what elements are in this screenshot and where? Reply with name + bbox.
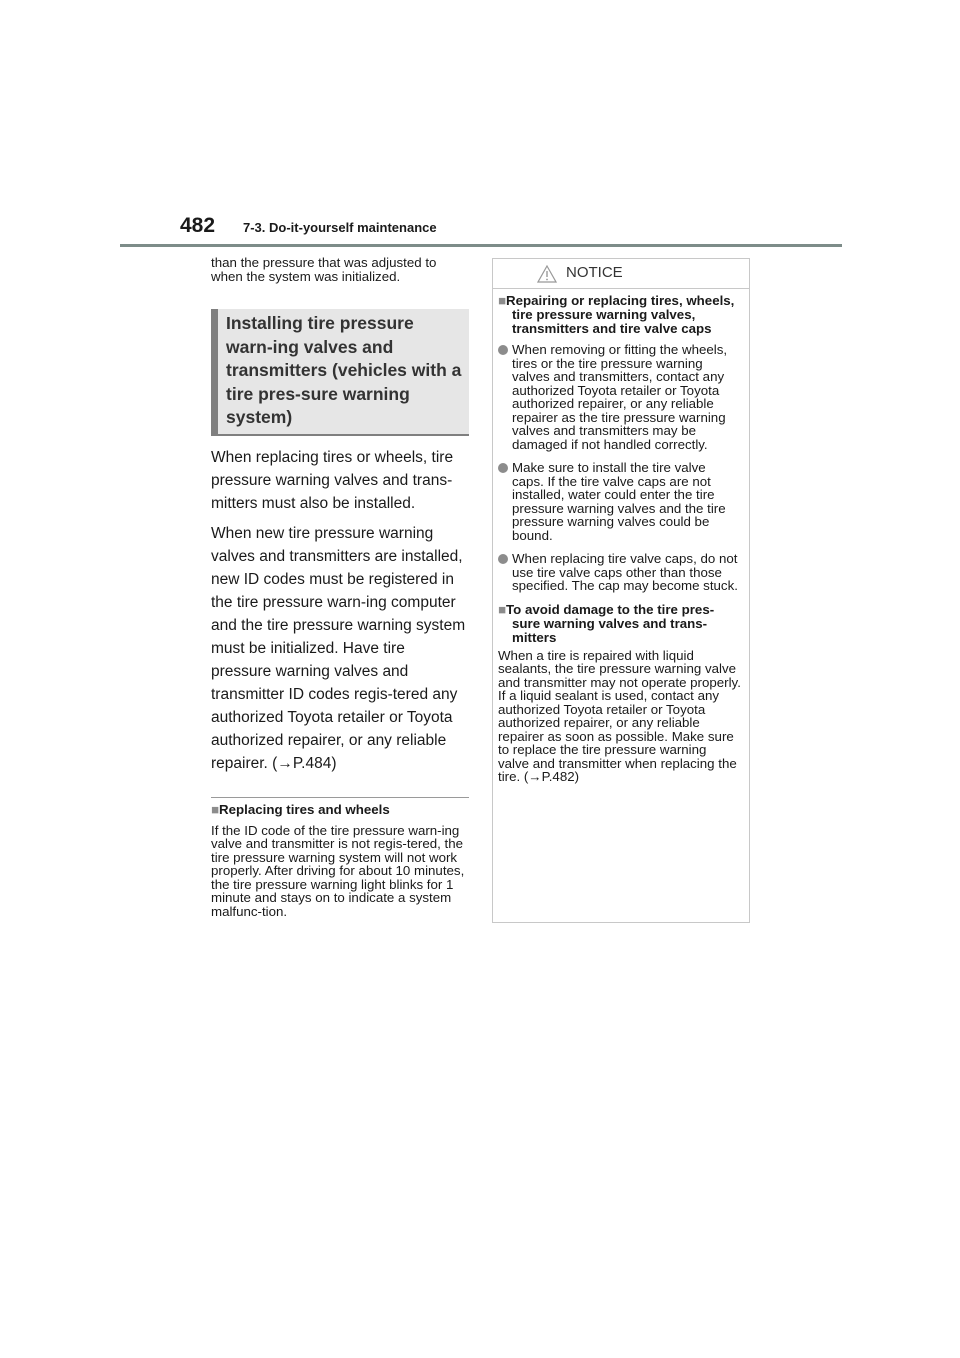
- notice-item-3: [498, 552, 741, 593]
- left-column: [211, 256, 469, 918]
- square-bullet-icon: ■: [498, 601, 507, 617]
- notice-heading-2-text: To avoid damage to the tire pres-sure warning valves and trans-mitters: [506, 601, 715, 645]
- square-bullet-icon: ■: [211, 801, 220, 817]
- page-number: 482: [180, 214, 216, 237]
- notice-header: [493, 259, 749, 289]
- notice-item-2: [498, 461, 741, 542]
- body-paragraph-2: When new tire pressure warning valves and transmitters are installed, new ID codes must be registered in the tire pressure warn-ing computer and the tire pressure warning system must be initialized. Have tire pressure warning valves and transmitter ID codes regis-tered any authorized Toyota retailer or Toyota authorized repairer, or any reliable repairer. (→P.484): [211, 524, 466, 772]
- body-paragraph-1: When replacing tires or wheels, tire pressure warning valves and trans-mitters must also be installed.: [211, 448, 454, 512]
- bullet-dot-icon: [498, 554, 508, 564]
- notice-title: NOTICE: [566, 264, 623, 281]
- bullet-dot-icon: [498, 463, 508, 473]
- subsection-text: If the ID code of the tire pressure warn-ing valve and transmitter is not regis-tered, the tire pressure warning system will not work properly. After driving for about 10 minutes, the tire pressure warning light blinks for 1 minute and stays on to indicate a system malfunc-tion.: [211, 822, 465, 919]
- notice-heading-2: [498, 603, 741, 645]
- notice-body: [493, 289, 749, 784]
- notice-item-1: [498, 343, 741, 451]
- intro-text: than the pressure that was adjusted to when the system was initialized.: [211, 255, 437, 284]
- header-rule: [120, 244, 842, 247]
- bullet-dot-icon: [498, 345, 508, 355]
- notice-item-1-text: When removing or fitting the wheels, tires or the tire pressure warning valves and transmitters, contact any authorized Toyota retailer or Toyota authorized repairer, or any reliable repairer as the tire pressure warning valves and transmitters may be damaged if not handled correctly.: [512, 342, 728, 452]
- subsection-title-text: Replacing tires and wheels: [219, 801, 390, 817]
- section-title: 7-3. Do-it-yourself maintenance: [243, 220, 437, 235]
- notice-heading-1-text: Repairing or replacing tires, wheels, tire pressure warning valves, transmitters and tire valve caps: [506, 293, 735, 336]
- section-heading: Installing tire pressure warn-ing valves and transmitters (vehicles with a tire pres-sure warning system): [226, 313, 462, 428]
- notice-box: [492, 258, 750, 923]
- notice-paragraph: When a tire is repaired with liquid sealants, the tire pressure warning valve and transmitter may not operate properly. If a liquid sealant is used, contact any authorized Toyota retailer or Toyota authorized repairer, or any reliable repairer as soon as possible. Make sure to replace the tire pressure warning valve and transmitter when replacing the tire. (→P.482): [498, 647, 741, 784]
- notice-heading-1: [498, 294, 741, 336]
- notice-item-2-text: Make sure to install the tire valve caps. If the tire valve caps are not installed, water could enter the tire pressure warning valves and the tire pressure warning valves could be bound.: [512, 460, 726, 543]
- subsection-title: [211, 802, 469, 817]
- notice-item-3-text: When replacing tire valve caps, do not use tire valve caps other than those specified. The cap may become stuck.: [512, 551, 738, 593]
- square-bullet-icon: ■: [498, 293, 507, 308]
- section-heading-box: [211, 309, 469, 436]
- warning-triangle-icon: [537, 265, 557, 283]
- subsection-rule: [211, 797, 469, 798]
- page-header: [180, 214, 844, 246]
